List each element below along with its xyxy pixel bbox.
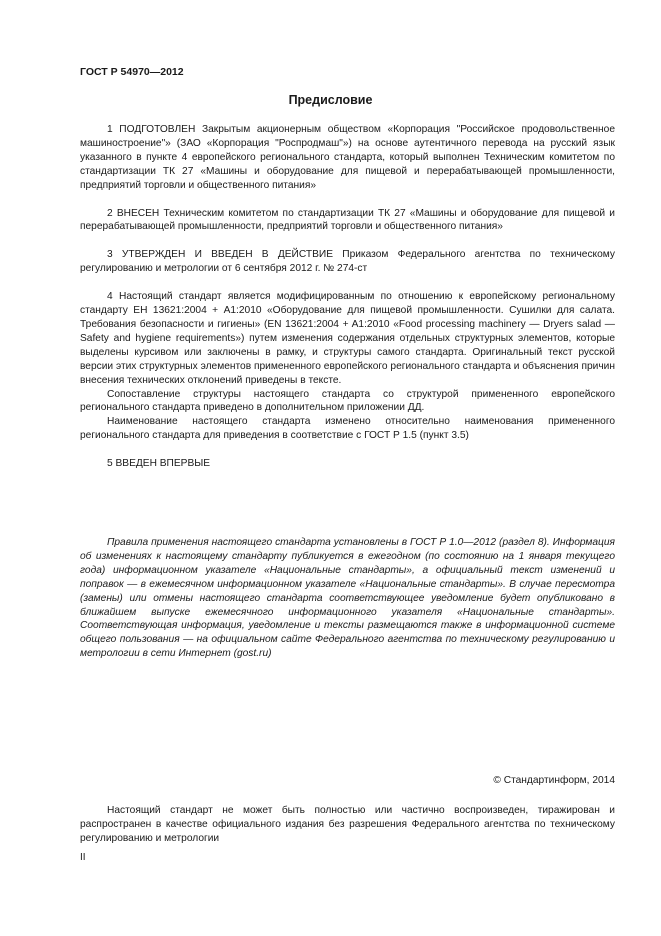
paragraph-structure-comparison: Сопоставление структуры настоящего стандарта со структурой примененного европейского регионального стандарта приведено в дополнительном приложении ДД.	[80, 388, 615, 414]
page-number: II	[80, 852, 86, 863]
page-title: Предисловие	[288, 93, 373, 107]
application-rules-notice	[80, 536, 615, 661]
disclaimer	[80, 804, 615, 846]
paragraph-introduced: 2 ВНЕСЕН Техническим комитетом по стандартизации ТК 27 «Машины и оборудование для пищевой и перерабатывающей промышленности, предприятий торговли и общественного питания»	[80, 207, 615, 233]
paragraph-approved: 3 УТВЕРЖДЕН И ВВЕДЕН В ДЕЙСТВИЕ Приказом Федерального агентства по техническому регулированию и метрологии от 6 сентября 2012 г. № 274-ст	[80, 249, 615, 275]
document-id: ГОСТ Р 54970—2012	[80, 66, 184, 78]
paragraph-modified: 4 Настоящий стандарт является модифицированным по отношению к европейскому региональному стандарту ЕН 13621:2004 + А1:2010 «Оборудование для пищевой промышленности. Сушилки для салата. Требования безопасности и гигиены» (EN 13621:2004 + A1:2010 «Food processing machinery — Dryers salad — Safety and hygiene requirements») путем изменения содержания отдельных структурных элементов, которые выделены курсивом или заключены в рамку, и структуры самого стандарта. Оригинальный текст русской версии этих структурных элементов примененного европейского регионального стандарта и объяснения причин внесения технических отклонений приведены в тексте.	[80, 291, 615, 386]
paragraph-first-introduced: 5 ВВЕДЕН ВПЕРВЫЕ	[107, 458, 211, 470]
notice-text: Правила применения настоящего стандарта установлены в ГОСТ Р 1.0—2012 (раздел 8). Информация об изменениях к настоящему стандарту публикуется в ежегодном (по состоянию на 1 января текущего года) информационном указателе «Национальные стандарты», а официальный текст изменений и поправок — в ежемесячном информационном указателе «Национальные стандарты». В случае пересмотра (замены) или отмены настоящего стандарта соответствующее уведомление будет опубликовано в ближайшем выпуске ежемесячного информационного указателя «Национальные стандарты». Соответствующая информация, уведомление и тексты размещаются также в информационной системе общего пользования — на официальном сайте Федерального агентства по техническому регулированию и метрологии в сети Интернет (gost.ru)	[80, 537, 615, 660]
copyright: © Стандартинформ, 2014	[493, 775, 615, 786]
paragraph-prepared: 1 ПОДГОТОВЛЕН Закрытым акционерным обществом «Корпорация "Российское продовольственное машиностроение"» (ЗАО «Корпорация "Роспродмаш"») на основе аутентичного перевода на русский язык указанного в пункте 4 европейского регионального стандарта, который выполнен Техническим комитетом по стандартизации ТК 27 «Машины и оборудование для пищевой и перерабатывающей промышленности, предприятий торговли и общественного питания»	[80, 124, 615, 191]
paragraph-name-change: Наименование настоящего стандарта изменено относительно наименования примененного регионального стандарта для приведения в соответствие с ГОСТ Р 1.5 (пункт 3.5)	[80, 416, 615, 442]
preface-body	[80, 123, 615, 471]
disclaimer-text: Настоящий стандарт не может быть полностью или частично воспроизведен, тиражирован и распространен в качестве официального издания без разрешения Федерального агентства по техническому регулированию и метрологии	[80, 805, 615, 844]
